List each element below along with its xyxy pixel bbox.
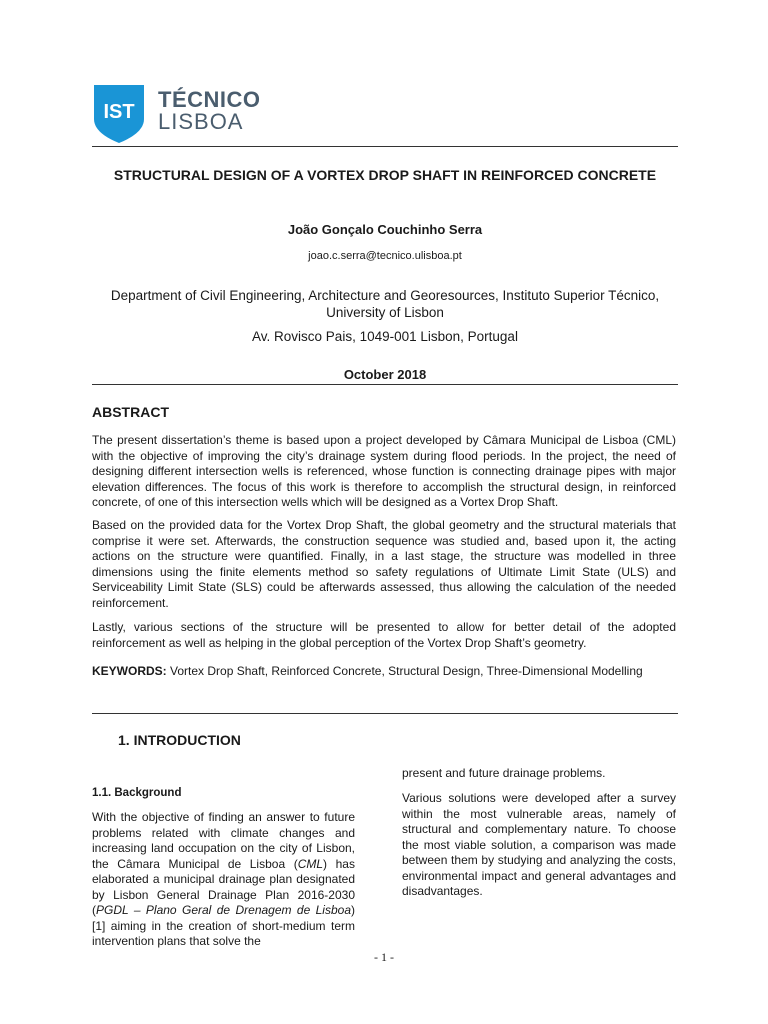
keywords-label: KEYWORDS:: [92, 664, 167, 678]
author-name: João Gonçalo Couchinho Serra: [287, 222, 483, 237]
ist-shield-icon: [94, 85, 144, 143]
keywords: [92, 664, 676, 680]
page-number: - 1 -: [374, 950, 394, 964]
paper-title: STRUCTURAL DESIGN OF A VORTEX DROP SHAFT IN REINFORCED CONCRETE: [113, 167, 657, 183]
section-heading-introduction: 1. INTRODUCTION: [118, 732, 241, 748]
intro-text-b: ) has elaborated a municipal drainage plan designated by Lisbon General Drainage Plan 2016-2030 (: [92, 856, 355, 917]
abstract-paragraph-3: Lastly, various sections of the structure will be presented to allow for better detail of the adopted reinforcement as well as helping in the global perception of the Vortex Drop Shaft’s geometry.: [92, 620, 676, 650]
top-divider: [92, 146, 678, 147]
abstract-paragraph-1: The present dissertation’s theme is based upon a project developed by Câmara Municipal de Lisboa (CML) with the objective of improving the city’s drainage system during flood periods. In the project, the need of designing different intersection wells is referenced, whose function is connecting drainage pipes with major elevation differences. The focus of this work is therefore to accomplish the structural design, in reinforced concrete, of one of this intersection wells which will be designed as a Vortex Drop Shaft.: [92, 433, 676, 509]
svg-text:IST: IST: [103, 101, 135, 123]
abstract-heading: ABSTRACT: [92, 404, 169, 420]
address: Av. Rovisco Pais, 1049-001 Lisbon, Portugal: [252, 329, 518, 344]
intro-text-pgdl: PGDL – Plano Geral de Drenagem de Lisboa: [96, 903, 351, 917]
abstract-divider: [92, 713, 678, 714]
keywords-text: Vortex Drop Shaft, Reinforced Concrete, Structural Design, Three-Dimensional Modelling: [170, 664, 643, 678]
logo-line-1: TÉCNICO: [158, 87, 261, 112]
tecnico-lisboa-logo: [94, 85, 264, 143]
abstract-paragraph-2: Based on the provided data for the Vortex Drop Shaft, the global geometry and the structural materials that comprise it were set. Afterwards, the construction sequence was studied and, based upon it, the acting actions on the structure were quantified. Finally, in a last stage, the structure was modelled in three dimensions using the finite elements method so safety regulations of Ultimate Limit State (ULS) and Serviceability Limit State (SLS) could be afterwards assessed, thus allowing the calculation of the needed reinforcement.: [92, 518, 676, 610]
intro-right-continuation: present and future drainage problems.: [402, 766, 606, 780]
date: October 2018: [343, 367, 427, 382]
intro-text-a: With the objective of finding an answer to future problems related with climate changes and increasing land occupation on the city of Lisbon, the Câmara Municipal de Lisboa (: [92, 810, 355, 871]
intro-text-c: ) [1] aiming in the creation of short-medium term intervention plans that solve the: [92, 903, 355, 948]
logo-line-2: LISBOA: [158, 109, 244, 134]
author-email: joao.c.serra@tecnico.ulisboa.pt: [308, 250, 462, 262]
intro-text-cml: CML: [297, 856, 324, 871]
affiliation: Department of Civil Engineering, Architecture and Georesources, Instituto Superior Técnico, University of Lisbon: [110, 288, 660, 320]
header-divider: [92, 384, 678, 385]
subsection-heading-background: 1.1. Background: [92, 787, 182, 799]
intro-right-paragraph: Various solutions were developed after a survey within the most vulnerable areas, namely of structural and complementary nature. To choose the most viable solution, a comparison was made between them by studying and analyzing the costs, environmental impact and general advantages and disadvantages.: [402, 791, 676, 898]
intro-left-column: [92, 810, 355, 950]
